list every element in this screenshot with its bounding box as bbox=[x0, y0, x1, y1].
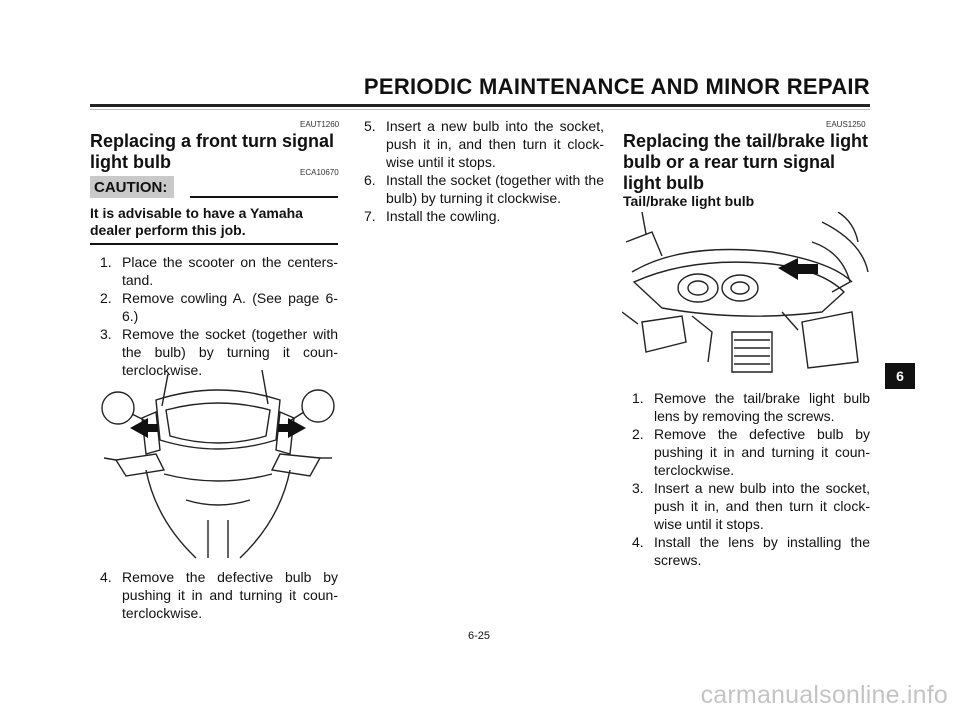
front-turn-signal-illustration bbox=[96, 370, 340, 560]
page-header-title: PERIODIC MAINTENANCE AND MINOR REPAIR bbox=[363, 74, 870, 99]
list-item bbox=[100, 568, 338, 622]
header-rule bbox=[90, 104, 870, 107]
step-number: 1. bbox=[632, 390, 644, 406]
step-text: Remove the defective bulb by pushing it in and turning it coun-terclockwise. bbox=[122, 569, 338, 621]
tail-light-illustration bbox=[622, 212, 870, 378]
step-text: Install the lens by installing the screws. bbox=[654, 534, 870, 568]
section-code: EAUT1260 bbox=[300, 120, 340, 129]
section-title-line1: Replacing the tail/brake light bbox=[623, 131, 869, 151]
chapter-tab[interactable]: 6 bbox=[885, 363, 915, 389]
list-item bbox=[364, 171, 604, 207]
list-item bbox=[632, 533, 870, 569]
step-text: Insert a new bulb into the socket, push it in, and then turn it clock-wise until it stops. bbox=[654, 480, 870, 532]
step-text: Install the cowling. bbox=[386, 208, 501, 224]
caution-code: ECA10670 bbox=[300, 168, 339, 177]
step-text: Place the scooter on the centers-tand. bbox=[122, 254, 338, 288]
section-title-line1: Replacing a front turn signal bbox=[90, 131, 335, 151]
step-text: Remove cowling A. (See page 6-6.) bbox=[122, 290, 338, 324]
step-number: 4. bbox=[632, 534, 644, 550]
list-item bbox=[364, 207, 604, 225]
list-item bbox=[364, 117, 604, 171]
section-title-line2: light bulb bbox=[90, 152, 171, 172]
section-title-line2: bulb or a rear turn signal bbox=[623, 152, 836, 172]
step-number: 3. bbox=[632, 480, 644, 496]
step-number: 4. bbox=[100, 569, 112, 585]
step-text: Install the socket (together with the bulb) by turning it clockwise. bbox=[386, 172, 604, 206]
list-item bbox=[632, 389, 870, 425]
page-number: 6-25 bbox=[468, 630, 491, 642]
caution-label: CAUTION: bbox=[94, 179, 168, 196]
step-number: 2. bbox=[100, 290, 112, 306]
step-number: 7. bbox=[364, 208, 376, 224]
watermark: carmanualsonline.info bbox=[700, 681, 948, 709]
list-item bbox=[632, 425, 870, 479]
step-text: Insert a new bulb into the socket, push it in, and then turn it clock-wise until it stops. bbox=[386, 118, 604, 170]
step-number: 2. bbox=[632, 426, 644, 442]
section-code: EAUS1250 bbox=[826, 120, 866, 129]
step-number: 5. bbox=[364, 118, 376, 134]
step-text: Remove the tail/brake light bulb lens by removing the screws. bbox=[654, 390, 870, 424]
step-number: 1. bbox=[100, 254, 112, 270]
step-text: Remove the socket (together with the bulb) by turning it coun-terclockwise. bbox=[122, 326, 338, 378]
list-item bbox=[632, 479, 870, 533]
step-number: 6. bbox=[364, 172, 376, 188]
caution-rule bbox=[190, 196, 338, 198]
step-number: 3. bbox=[100, 326, 112, 342]
subheading: Tail/brake light bulb bbox=[623, 193, 755, 209]
caution-text: It is advisable to have a Yamaha dealer perform this job. bbox=[90, 205, 303, 238]
list-item bbox=[100, 253, 338, 289]
header-rule-thin bbox=[90, 109, 870, 110]
section-title-line3: light bulb bbox=[623, 173, 704, 193]
list-item bbox=[100, 289, 338, 325]
caution-rule-bottom bbox=[90, 243, 338, 245]
step-text: Remove the defective bulb by pushing it in and turning it coun-terclockwise. bbox=[654, 426, 870, 478]
